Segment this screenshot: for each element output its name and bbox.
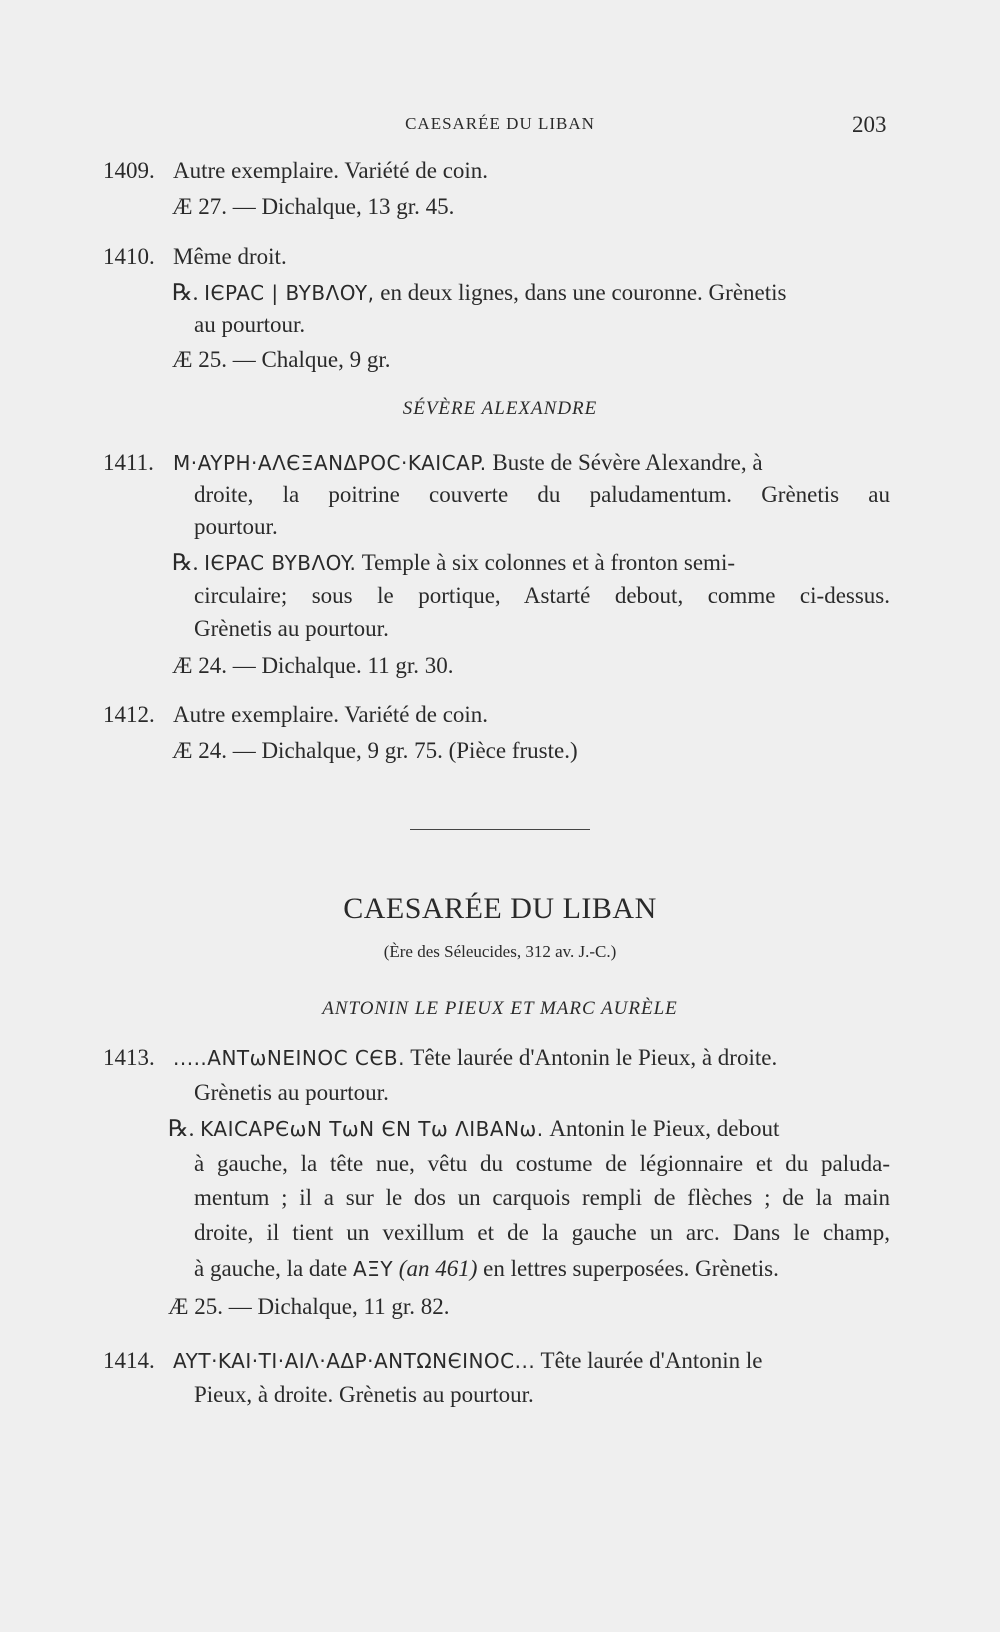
coin-legend: IЄPAC | BYBΛOY, [204, 281, 375, 305]
page-number: 203 [852, 112, 887, 137]
entry-1413-reverse-line1 [168, 1114, 779, 1144]
section-divider [410, 829, 590, 830]
entry-1411-metal: Æ 24. — Dichalque. 11 gr. 30. [172, 653, 454, 678]
entry-number: 1414. [103, 1348, 155, 1373]
entry-1410-reverse-line2: au pourtour. [194, 312, 306, 337]
entry-1411-line1 [103, 448, 763, 478]
entry-1412-metal: Æ 24. — Dichalque, 9 gr. 75. (Pièce fruste.) [172, 738, 578, 763]
running-head: CAESARÉE DU LIBAN [405, 114, 595, 133]
date-legend: AΞY [353, 1257, 394, 1281]
entry-1411-line3: pourtour. [194, 514, 278, 539]
coin-legend: IЄPAC BYBΛOY. [204, 551, 357, 575]
entry-1410-line1 [103, 242, 287, 272]
entry-1413-metal: Æ 25. — Dichalque, 11 gr. 82. [168, 1294, 450, 1319]
entry-1413-reverse-line2: à gauche, la tête nue, vêtu du costume de légionnaire et du paluda- [194, 1151, 890, 1176]
entry-text: Même droit. [173, 244, 287, 269]
entry-1413-line1 [103, 1043, 777, 1073]
entry-1413-line2: Grènetis au pourtour. [194, 1080, 389, 1105]
reverse-text: en lettres superposées. Grènetis. [483, 1256, 779, 1281]
entry-1411-reverse-line1 [172, 548, 735, 578]
entry-1414-line2: Pieux, à droite. Grènetis au pourtour. [194, 1382, 534, 1407]
entry-1412-line1 [103, 700, 488, 730]
reverse-symbol: ℞. [172, 550, 199, 575]
reverse-text: Temple à six colonnes et à fronton semi- [361, 550, 735, 575]
section-title: CAESARÉE DU LIBAN [343, 892, 657, 925]
emperor-heading-antonin: ANTONIN LE PIEUX ET MARC AURÈLE [322, 998, 678, 1019]
entry-1410-reverse-line1 [172, 278, 786, 308]
coin-legend: M·AYPH·AΛЄΞANΔPOC·KAICAP. [173, 451, 487, 475]
entry-1410-metal: Æ 25. — Chalque, 9 gr. [172, 347, 391, 372]
obverse-text: Tête laurée d'Antonin le [540, 1348, 763, 1373]
entry-1413-reverse-line3: mentum ; il a sur le dos un carquois rempli de flèches ; de la main [194, 1185, 890, 1210]
emperor-heading-severe: SÉVÈRE ALEXANDRE [402, 398, 598, 419]
entry-number: 1413. [103, 1045, 155, 1070]
entry-text: Autre exemplaire. Variété de coin. [173, 702, 489, 727]
coin-legend: KAICAPЄωN TωN ЄN Tω ΛIBANω. [200, 1117, 544, 1141]
entry-1413-reverse-line5 [194, 1254, 779, 1284]
entry-1409-line1 [103, 156, 488, 186]
entry-1413-reverse-line4: droite, il tient un vexillum et de la gauche un arc. Dans le champ, [194, 1220, 890, 1245]
date-italic: (an 461) [398, 1256, 478, 1281]
coin-legend: AYT·KAI·TI·AIΛ·AΔP·ANTΩNЄINOC... [173, 1349, 536, 1373]
reverse-text: en deux lignes, dans une couronne. Grènetis [380, 280, 787, 305]
obverse-text: Buste de Sévère Alexandre, à [492, 450, 763, 475]
entry-1414-line1 [103, 1346, 762, 1376]
entry-1411-reverse-line2: circulaire; sous le portique, Astarté debout, comme ci-dessus. [194, 583, 890, 608]
entry-number: 1411. [103, 450, 154, 475]
coin-legend: .....ANTωNEINOC CЄB. [173, 1046, 405, 1070]
obverse-text: Tête laurée d'Antonin le Pieux, à droite. [410, 1045, 778, 1070]
entry-1411-line2: droite, la poitrine couverte du paludamentum. Grènetis au [194, 482, 890, 507]
reverse-text: à gauche, la date [194, 1256, 348, 1281]
reverse-text: Antonin le Pieux, debout [549, 1116, 780, 1141]
entry-number: 1409. [103, 158, 155, 183]
entry-number: 1410. [103, 244, 155, 269]
entry-1409-metal: Æ 27. — Dichalque, 13 gr. 45. [172, 194, 455, 219]
entry-text: Autre exemplaire. Variété de coin. [173, 158, 489, 183]
reverse-symbol: ℞. [172, 280, 199, 305]
reverse-symbol: ℞. [168, 1116, 195, 1141]
entry-number: 1412. [103, 702, 155, 727]
entry-1411-reverse-line3: Grènetis au pourtour. [194, 616, 389, 641]
section-era: (Ère des Séleucides, 312 av. J.-C.) [383, 942, 617, 961]
